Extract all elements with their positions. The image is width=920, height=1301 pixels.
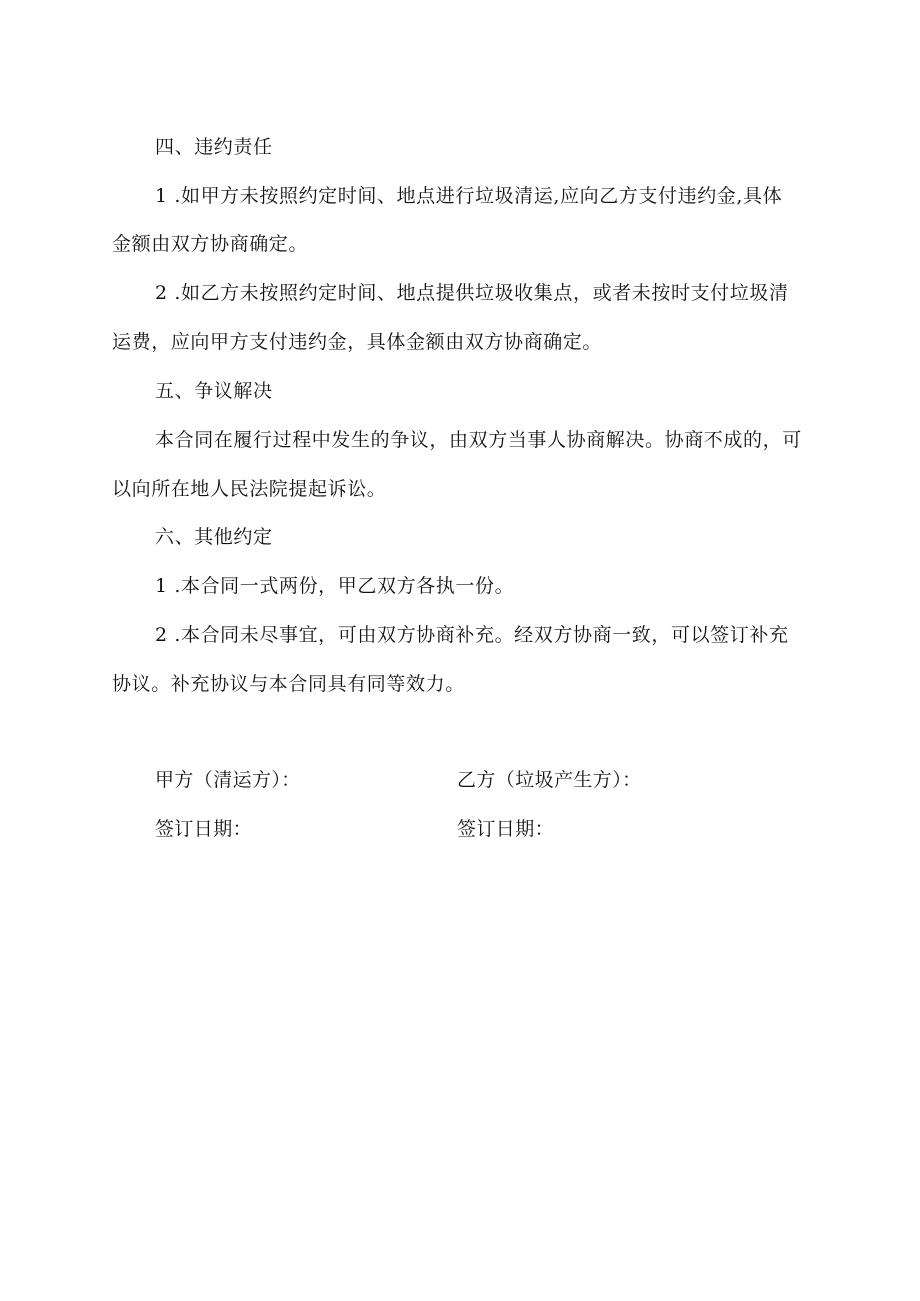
party-b-date-label: 签订日期： [457, 818, 555, 840]
section-heading-breach: 四、违约责任 [155, 136, 273, 158]
party-a-date-label: 签订日期： [155, 818, 253, 840]
breach-item-1-line-2: 金额由双方协商确定。 [112, 233, 309, 255]
other-item-2-line-2: 协议。补充协议与本合同具有同等效力。 [112, 673, 465, 695]
breach-item-2-line-2: 运费，应向甲方支付违约金，具体金额由双方协商确定。 [112, 331, 603, 353]
other-item-2-line-1: 2 .本合同未尽事宜，可由双方协商补充。经双方协商一致，可以签订补充 [155, 624, 789, 646]
dispute-paragraph-line-1: 本合同在履行过程中发生的争议，由双方当事人协商解决。协商不成的，可 [155, 429, 802, 451]
breach-item-2-line-1: 2 .如乙方未按照约定时间、地点提供垃圾收集点，或者未按时支付垃圾清 [155, 282, 789, 304]
breach-item-1-line-1: 1 .如甲方未按照约定时间、地点进行垃圾清运,应向乙方支付违约金,具体 [155, 185, 783, 207]
section-heading-dispute: 五、争议解决 [155, 380, 273, 402]
party-a-label: 甲方（清运方）： [155, 769, 301, 791]
other-item-1: 1 .本合同一式两份，甲乙双方各执一份。 [155, 575, 515, 597]
section-heading-other: 六、其他约定 [155, 526, 273, 548]
party-b-label: 乙方（垃圾产生方）： [457, 769, 642, 791]
dispute-paragraph-line-2: 以向所在地人民法院提起诉讼。 [112, 478, 387, 500]
